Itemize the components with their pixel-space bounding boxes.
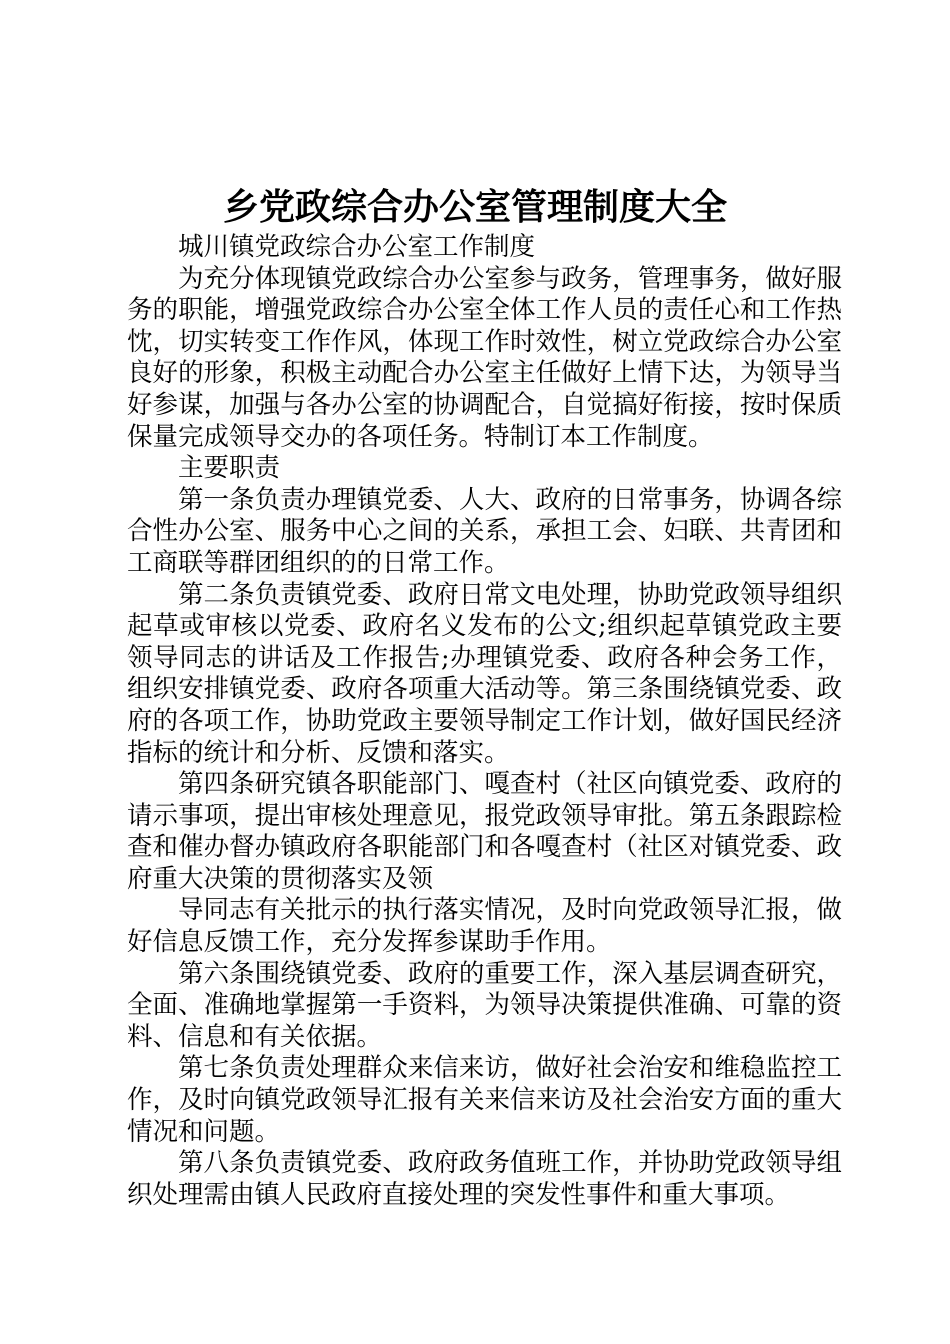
paragraph-article-6: 第六条围绕镇党委、政府的重要工作，深入基层调查研究，全面、准确地掌握第一手资料，为领导决策提供准确、可靠的资料、信息和有关依据。	[127, 958, 842, 1052]
paragraph-article-7: 第七条负责处理群众来信来访，做好社会治安和维稳监控工作，及时向镇党政领导汇报有关来信来访及社会治安方面的重大情况和问题。	[127, 1053, 842, 1147]
paragraph-section-heading: 主要职责	[178, 453, 281, 484]
paragraph-article-5-cont: 导同志有关批示的执行落实情况，及时向党政领导汇报，做好信息反馈工作，充分发挥参谋助手作用。	[127, 895, 842, 958]
paragraph-intro: 为充分体现镇党政综合办公室参与政务，管理事务，做好服务的职能，增强党政综合办公室全体工作人员的责任心和工作热忱，切实转变工作作风，体现工作时效性，树立党政综合办公室良好的形象，积极主动配合办公室主任做好上情下达，为领导当好参谋，加强与各办公室的协调配合，自觉搞好衔接，按时保质保量完成领导交办的各项任务。特制订本工作制度。	[127, 263, 842, 452]
paragraph-subtitle: 城川镇党政综合办公室工作制度	[178, 232, 536, 262]
paragraph-article-2-3: 第二条负责镇党委、政府日常文电处理，协助党政领导组织起草或审核以党委、政府名义发布的公文;组织起草镇党政主要领导同志的讲话及工作报告;办理镇党委、政府各种会务工作，组织安排镇党委、政府各项重大活动等。第三条围绕镇党委、政府的各项工作，协助党政主要领导制定工作计划，做好国民经济指标的统计和分析、反馈和落实。	[127, 579, 842, 768]
paragraph-article-4-5: 第四条研究镇各职能部门、嘎查村（社区向镇党委、政府的请示事项，提出审核处理意见，报党政领导审批。第五条跟踪检查和催办督办镇政府各职能部门和各嘎查村（社区对镇党委、政府重大决策的贯彻落实及领	[127, 769, 842, 894]
document-body	[127, 232, 842, 1211]
paragraph-article-8: 第八条负责镇党委、政府政务值班工作，并协助党政领导组织处理需由镇人民政府直接处理的突发性事件和重大事项。	[127, 1148, 842, 1210]
paragraph-article-1: 第一条负责办理镇党委、人大、政府的日常事务，协调各综合性办公室、服务中心之间的关系，承担工会、妇联、共青团和工商联等群团组织的的日常工作。	[127, 484, 842, 578]
document-title: 乡党政综合办公室管理制度大全	[222, 187, 727, 228]
